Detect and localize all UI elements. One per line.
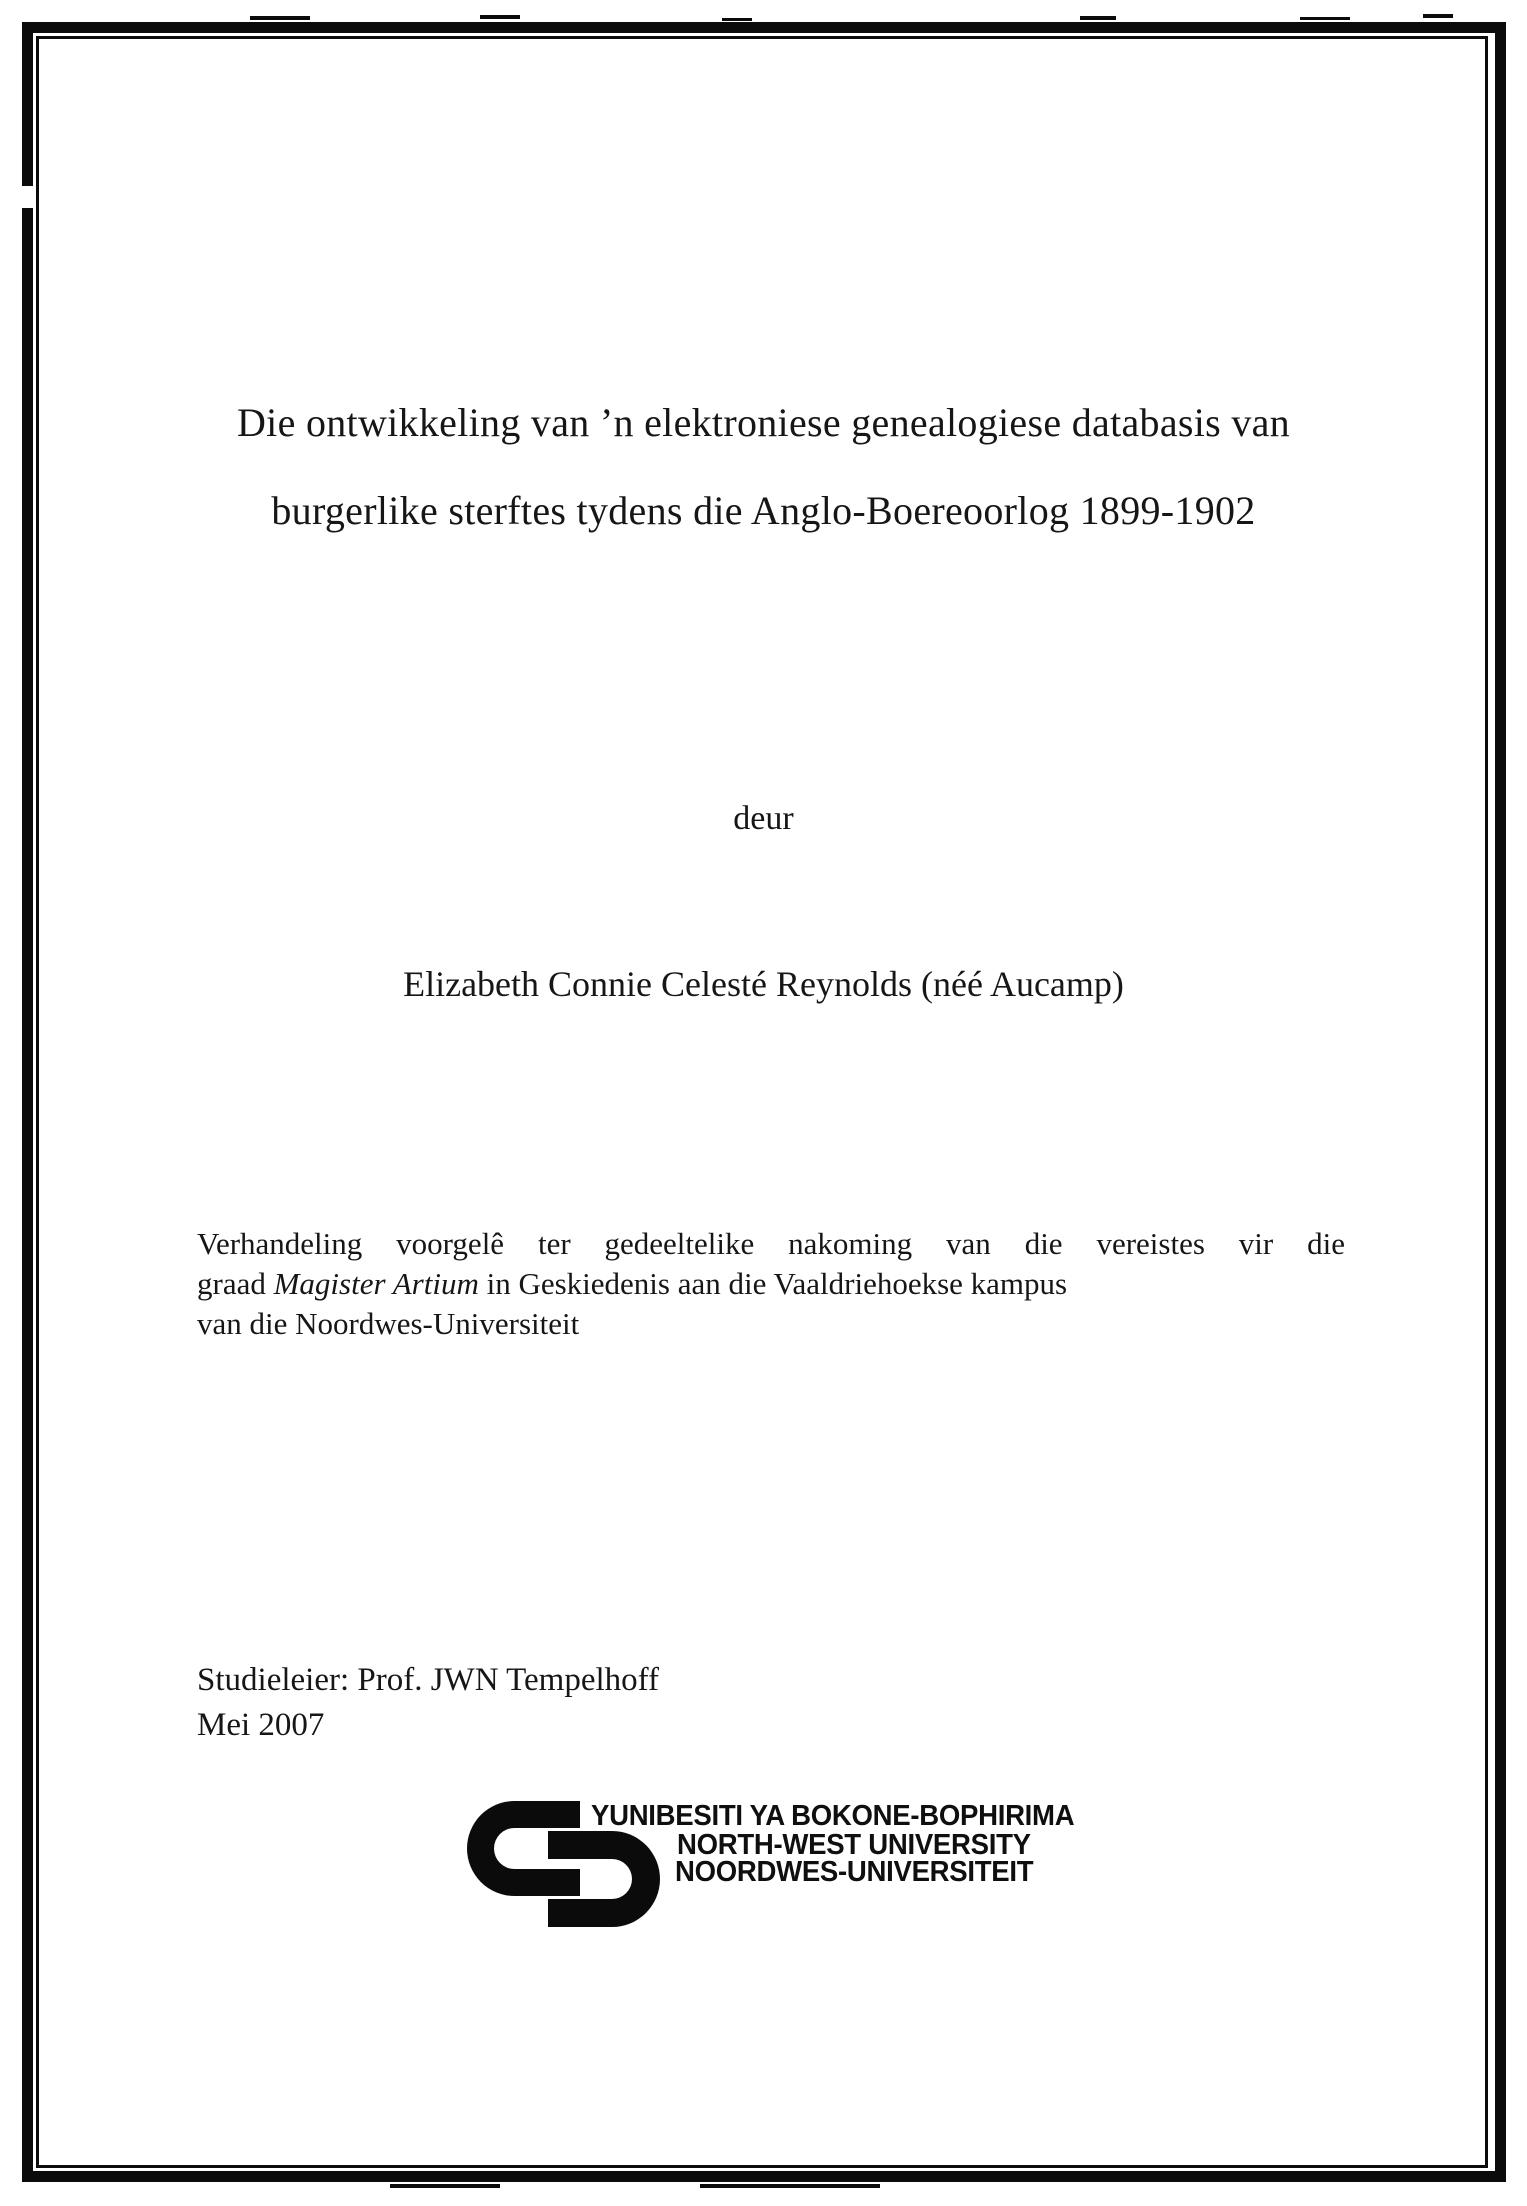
nwu-logo <box>465 1798 1075 1938</box>
scan-artifact <box>390 2184 500 2188</box>
thesis-statement-line-2 <box>197 1264 1345 1304</box>
scan-artifact <box>1423 14 1453 18</box>
author-name: Elizabeth Connie Celesté Reynolds (néé Aucamp) <box>403 964 1124 1004</box>
byline-label: deur <box>733 800 794 837</box>
supervisor-line: Studieleier: Prof. JWN Tempelhoff <box>197 1662 660 1698</box>
statement-degree-name: Magister Artium <box>273 1266 479 1301</box>
scan-artifact <box>1080 16 1116 20</box>
scan-artifact <box>250 16 310 20</box>
scan-artifact <box>722 18 752 21</box>
thesis-statement-line-3: van die Noordwes-Universiteit <box>197 1306 580 1341</box>
statement-line2-suffix: in Geskiedenis aan die Vaaldriehoekse kampus <box>478 1266 1068 1301</box>
thesis-title-line-2: burgerlike sterftes tydens die Anglo-Boereoorlog 1899-1902 <box>271 488 1256 533</box>
scan-artifact <box>480 15 520 19</box>
logo-text-english: NORTH-WEST UNIVERSITY <box>677 1829 1031 1861</box>
statement-line2-prefix: graad <box>197 1266 274 1301</box>
scan-artifact <box>1300 17 1350 20</box>
thesis-statement <box>197 1224 1345 1344</box>
thesis-statement-line-1: Verhandeling voorgelê ter gedeeltelike nakoming van die vereistes vir die <box>197 1226 1345 1261</box>
logo-chain-link-right-icon <box>548 1831 660 1927</box>
supervisor-block <box>197 1658 659 1748</box>
logo-text-afrikaans: NOORDWES-UNIVERSITEIT <box>675 1856 1034 1888</box>
date-line: Mei 2007 <box>197 1707 325 1743</box>
logo-text-setswana: YUNIBESITI YA BOKONE-BOPHIRIMA <box>591 1800 1075 1832</box>
scan-artifact <box>20 186 34 208</box>
scan-artifact <box>700 2184 880 2188</box>
thesis-title-line-1: Die ontwikkeling van ’n elektroniese genealogiese databasis van <box>236 400 1290 445</box>
